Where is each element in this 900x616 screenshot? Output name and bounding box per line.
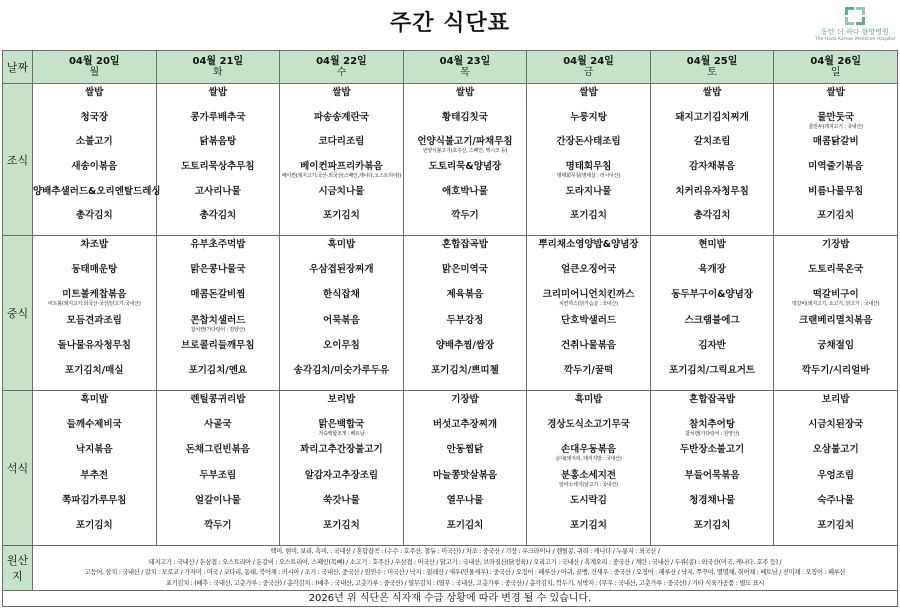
dinner-cell <box>403 391 527 546</box>
menu-item: 청국장 <box>80 111 109 123</box>
day-header <box>33 51 157 84</box>
menu-item: 브로콜리들깨무침 <box>181 339 255 351</box>
menu-item: 얼갈이나물 <box>194 494 241 506</box>
breakfast-cell <box>156 84 280 236</box>
menu-item: 두반장소불고기 <box>679 444 745 456</box>
menu-item: 도토리묵상추무침 <box>181 161 255 172</box>
menu-item: 알감자고추장조림 <box>304 469 379 481</box>
menu-item: 차조밥 <box>80 239 109 250</box>
menu-item: 새송이볶음 <box>71 161 118 172</box>
menu-item: 코다리조림 <box>318 136 365 148</box>
menu-item: 도시락김 <box>570 494 607 506</box>
menu-item: 소불고기 <box>75 136 113 148</box>
menu-item: 돼지고기김치찌개 <box>675 111 749 123</box>
menu-item: 누룽지탕 <box>570 111 607 123</box>
menu-item: 열무나물 <box>446 494 484 506</box>
day-date: 04월 23일 <box>439 56 491 67</box>
origin-line: 백미, 현미, 보리, 흑미, : 국내산 / 혼합잡곡 : (수수 : 호주산, 찰듀 : 미국산) / 차조 : 중국산 / 기장 : 우크라이나 / 렌틸콩, 귀리 : 캐나다 / 누룽지 : 외국산 / <box>270 548 660 555</box>
menu-item: 부들어묵볶음 <box>684 469 740 481</box>
menu-item: 청경채나물 <box>689 494 736 506</box>
menu-item: 손대우동볶음 <box>561 444 617 456</box>
menu-item: 쌀밥 <box>208 87 228 98</box>
menu-item: 도토리묵온국 <box>808 264 864 276</box>
menu-item: 닭볶음탕 <box>199 136 237 148</box>
menu-item: 쑥갓나물 <box>323 494 360 506</box>
menu-item: 궁채절임 <box>817 339 855 351</box>
menu-item: 포기김치 <box>693 519 731 531</box>
menu-item: 기장밥 <box>451 394 479 405</box>
origin-row <box>3 546 898 591</box>
menu-item: 꽈리고추간장불고기 <box>300 444 383 456</box>
menu-item: 송각김치/미숫가루두유 <box>293 364 390 376</box>
menu-item: 크리미어니언치킨까스 <box>542 289 635 301</box>
menu-item: 버섯고추장찌개 <box>432 419 498 431</box>
menu-item: 애호박나물 <box>442 185 488 197</box>
menu-item: 맑은콩나물국 <box>190 264 246 276</box>
menu-item: 양배추샐러드&오리엔탈드레싱 <box>33 185 161 197</box>
menu-item: 부추전 <box>80 469 109 481</box>
menu-item: 치커리유자청무침 <box>675 185 749 197</box>
lunch-row <box>3 236 898 391</box>
dinner-cell <box>650 391 774 546</box>
lunch-cell <box>156 236 280 391</box>
menu-item-note: 미트볼(돼지고기:외국산·국산/닭고기:국내산) <box>47 301 141 308</box>
day-date: 04월 22일 <box>316 56 367 67</box>
menu-item: 참치추어탕 <box>689 419 736 431</box>
dinner-row <box>3 391 898 546</box>
menu-item: 미역줄기볶음 <box>808 161 864 172</box>
menu-item: 황태김칫국 <box>442 111 488 123</box>
menu-item: 총각김치 <box>693 210 731 222</box>
day-date: 04월 24일 <box>563 56 614 67</box>
hospital-name-ko: 동탄 더:하다 한방병원 <box>821 28 889 36</box>
menu-item: 쪽파김가루무침 <box>62 494 127 506</box>
menu-item: 포기김치 <box>817 519 855 531</box>
menu-item: 제육볶음 <box>446 289 484 301</box>
day-header <box>156 51 280 84</box>
day-date: 04월 25일 <box>686 56 738 67</box>
menu-item: 물만둣국 <box>817 111 855 123</box>
menu-item: 육개장 <box>698 264 726 276</box>
menu-item: 렌틸콩귀리밥 <box>190 394 246 405</box>
menu-item: 쌀밥 <box>85 87 104 98</box>
menu-item: 분홍소세지전 <box>561 469 617 481</box>
menu-item: 건취나물볶음 <box>561 339 617 351</box>
menu-item: 뿌리채소영양밥&양념장 <box>538 239 639 250</box>
day-header <box>280 51 404 84</box>
page-title: 주간 식단표 <box>390 11 510 36</box>
menu-item: 고사리나물 <box>194 185 241 197</box>
hospital-logo <box>812 6 898 42</box>
menu-item: 얼큰오징어국 <box>561 264 617 276</box>
weekly-menu-table <box>2 50 898 607</box>
origin-line: 돼지고기 : 국내산 / 돈삼겹 : 오스트리아 / 돈갈비 : 오스트리아, 스페인(목뼈) / 소고기 : 호주산 / 우삼겹 : 미국산 / 닭고기 : 국내산, 브라질산(닭정육) / 오리고기 : 국내산 / 흑계오리 : 중국산 / 계란 : 국내산 / 두류(콩) : 외국산(미국, 캐나다, 호주 등) / <box>148 558 782 566</box>
menu-item: 유부초주먹밥 <box>190 239 246 250</box>
menu-item-note: 명태회무침(명태살 : 러시아산) <box>556 173 621 179</box>
menu-item-note: 알파소세지(닭고기 : 국내산) <box>559 481 618 488</box>
dinner-cell <box>774 391 898 546</box>
dinner-label: 석식 <box>3 391 33 546</box>
menu-item: 깍두기/시리얼바 <box>801 364 870 376</box>
breakfast-cell <box>280 84 404 236</box>
menu-item: 갈치조림 <box>693 136 731 148</box>
day-date: 04월 21일 <box>192 56 244 67</box>
menu-item: 깍두기 <box>204 519 232 531</box>
day-weekday: 금 <box>583 67 594 78</box>
menu-item: 베이컨파프리카볶음 <box>300 161 383 172</box>
day-header <box>774 51 898 84</box>
menu-item: 단호박샐러드 <box>561 314 617 326</box>
breakfast-row <box>3 84 898 236</box>
origin-line: 포기김치 : (배추 : 국내산, 고춧가루 : 중국산) / 총각김치 : (배추 : 국내산, 고춧가루 : 중국산) / 열무김치 : (열무 : 국내산, 고춧가루 : 중국산) / 총각김치, 깍두기, 섞박지 : (무우 : 국내산, 고춧가루 : 중국산) / 기타 식육가공품 : 별도 표시 <box>165 579 765 587</box>
date-header-row <box>3 51 898 84</box>
menu-item: 시금치된장국 <box>808 419 864 431</box>
menu-item: 돈채그린빈볶음 <box>185 444 250 456</box>
menu-item: 총각김치 <box>75 210 113 222</box>
menu-item: 현미밥 <box>698 239 726 250</box>
menu-item: 포기김치 <box>323 210 360 222</box>
lunch-cell <box>527 236 651 391</box>
hospital-logo-icon <box>844 6 866 26</box>
menu-item: 미트볼케찹볶음 <box>62 289 127 301</box>
menu-item: 포기김치/엔요 <box>188 364 248 376</box>
menu-item: 간장돈사태조림 <box>556 136 621 148</box>
menu-item: 김자반 <box>698 339 726 351</box>
menu-item: 포기김치/쁘띠첼 <box>431 364 499 376</box>
footer-notice: 2026년 위 식단은 식자재 수급 상황에 따라 변경 될 수 있습니다. <box>3 591 898 607</box>
menu-item: 포기김치/매실 <box>65 364 124 376</box>
day-date: 04월 26일 <box>810 56 861 67</box>
menu-item: 오이무침 <box>323 339 360 351</box>
menu-item: 매콤닭갈비 <box>812 136 859 148</box>
menu-item: 비름나물무침 <box>808 185 864 197</box>
day-weekday: 목 <box>460 67 470 78</box>
menu-item: 양배추찜/쌈장 <box>435 339 495 351</box>
menu-item: 쌀밥 <box>579 87 598 98</box>
menu-item: 어묵볶음 <box>323 314 360 326</box>
menu-item-note: 순대(돼지피, 돼지지방 : 국내산) <box>555 456 622 463</box>
date-row-label: 날짜 <box>3 51 33 84</box>
menu-item: 돌나물유자청무침 <box>57 339 131 351</box>
menu-item: 맑은미역국 <box>442 264 488 276</box>
day-header <box>403 51 527 84</box>
menu-item: 흑미밥 <box>574 394 603 405</box>
breakfast-cell <box>403 84 527 236</box>
menu-item: 포기김치 <box>570 210 607 222</box>
menu-item: 우삼겹된장찌개 <box>309 264 374 276</box>
origin-line: 고등어, 삼치 : 국내산 / 갈치 : 모로코 / 가자미 : 미국 / 코다리, 동태, 북어채 : 러시아 / 조기 : 국내산, 중국산 / 임연수 : 미국산 / 낙지 : 칠레산 / 새우(민물새우) : 중국산 / 오징어 : 페루산 / 아귀, 골뱅, 건새우 : 중국산 / 오징어 : 페루산 / 낙지, 쭈꾸미, 멸멸채, 취어채 : 베트남 / 진미채 : 오징어 : 페루산 <box>84 569 846 576</box>
menu-item-note: 참치캔(가다랑어 : 원양산) <box>685 431 740 438</box>
menu-item: 마늘쫑맛살볶음 <box>432 469 498 481</box>
menu-item: 한식잡채 <box>323 289 360 301</box>
menu-item: 사골국 <box>204 419 232 431</box>
menu-item: 동태매운탕 <box>71 264 118 276</box>
menu-item: 깍두기/꿀떡 <box>563 364 614 376</box>
menu-item: 모듬견과조림 <box>66 314 122 326</box>
menu-item: 낙지볶음 <box>75 444 113 456</box>
menu-item-note: 치킨까스(닭가슴살 : 국내산) <box>559 301 618 308</box>
menu-item: 혼합잡곡밥 <box>689 394 736 405</box>
dinner-cell <box>280 391 404 546</box>
menu-item: 도토리묵&양념장 <box>428 161 502 172</box>
menu-item: 포기김치 <box>817 210 855 222</box>
menu-item: 들깨수제비국 <box>66 419 122 431</box>
menu-item: 동두부구이&양념장 <box>671 289 753 301</box>
menu-item: 포기김치 <box>570 519 607 531</box>
dinner-cell <box>156 391 280 546</box>
menu-item: 우엉조림 <box>817 469 855 481</box>
menu-item: 두부조림 <box>199 469 237 481</box>
menu-item: 흑미밥 <box>80 394 109 405</box>
lunch-cell <box>650 236 774 391</box>
menu-item: 콩가루배추국 <box>190 111 246 123</box>
day-weekday: 화 <box>213 67 223 78</box>
origin-label: 원산지 <box>3 546 33 591</box>
menu-item: 언양식불고기/파채무침 <box>417 136 513 148</box>
menu-item: 감자채볶음 <box>689 161 736 172</box>
menu-item: 보리밥 <box>821 394 850 405</box>
breakfast-cell <box>33 84 161 236</box>
menu-item: 떡갈비구이 <box>812 289 859 301</box>
menu-item: 숙주나물 <box>817 494 855 506</box>
lunch-cell <box>774 236 898 391</box>
lunch-cell <box>33 236 157 391</box>
menu-item: 도라지나물 <box>565 185 612 197</box>
origin-info <box>33 546 898 591</box>
breakfast-label: 조식 <box>3 84 33 236</box>
day-weekday: 토 <box>707 67 717 78</box>
lunch-cell <box>403 236 527 391</box>
menu-item: 콘찹치샐러드 <box>190 314 246 326</box>
menu-item-note: 물만두(돼지고기 : 국내산) <box>808 123 863 130</box>
day-date: 04월 20일 <box>68 56 120 67</box>
menu-item: 스크램블에그 <box>684 314 740 326</box>
menu-item: 안동찜닭 <box>446 444 484 456</box>
menu-item: 경상도식소고기무국 <box>547 419 630 431</box>
menu-item: 파송송계란국 <box>313 111 369 123</box>
day-weekday: 일 <box>830 67 841 78</box>
breakfast-cell <box>650 84 774 236</box>
lunch-cell <box>280 236 404 391</box>
menu-item: 쌀밥 <box>826 87 845 98</box>
dinner-cell <box>527 391 651 546</box>
day-header <box>650 51 774 84</box>
menu-item: 포기김치 <box>75 519 113 531</box>
menu-item: 크랜베리멸치볶음 <box>798 314 873 326</box>
menu-item: 쌀밥 <box>332 87 351 98</box>
day-weekday: 월 <box>89 67 100 78</box>
menu-item: 쌀밥 <box>702 87 722 98</box>
menu-item: 맑은백합국 <box>318 419 365 431</box>
menu-item: 흑미밥 <box>327 239 356 250</box>
menu-item: 포기김치/그릭요거트 <box>669 364 756 376</box>
menu-item: 포기김치 <box>323 519 360 531</box>
menu-item: 총각김치 <box>199 210 237 222</box>
footer-row <box>3 591 898 607</box>
menu-item: 기장밥 <box>821 239 850 250</box>
menu-item: 쌀밥 <box>455 87 475 98</box>
menu-item: 명태회무침 <box>565 161 612 172</box>
menu-item: 시금치나물 <box>318 185 365 197</box>
lunch-label: 중식 <box>3 236 33 391</box>
menu-item: 포기김치 <box>446 519 484 531</box>
dinner-cell <box>33 391 157 546</box>
hospital-name-en: The Hada Korean Medicine Hospital <box>815 37 895 42</box>
menu-item: 혼합잡곡밥 <box>442 239 488 250</box>
day-header <box>527 51 651 84</box>
breakfast-cell <box>527 84 651 236</box>
menu-item: 두부강정 <box>446 314 484 326</box>
menu-item: 깍두기 <box>451 210 479 222</box>
menu-item: 오삼불고기 <box>812 444 859 456</box>
menu-item-note: 참치캔(가다랑어 : 원양산) <box>190 326 245 333</box>
menu-item-note: 베이컨(돼지고기:국산·외국산(스페인,캐나다,오스트리아)) <box>281 173 401 179</box>
menu-item: 매콤돈갈비찜 <box>190 289 246 301</box>
menu-item-note: 언양식불고기(호주산, 스페인, 멕시코 등) <box>422 148 508 155</box>
menu-item-note: 떡갈비(돼지고기, 소고기, 닭고기 : 국내산) <box>791 301 880 308</box>
breakfast-cell <box>774 84 898 236</box>
day-weekday: 수 <box>336 67 347 78</box>
menu-item: 보리밥 <box>327 394 356 405</box>
menu-item-note: 자숙백합조개 : 베트남 <box>318 431 365 438</box>
